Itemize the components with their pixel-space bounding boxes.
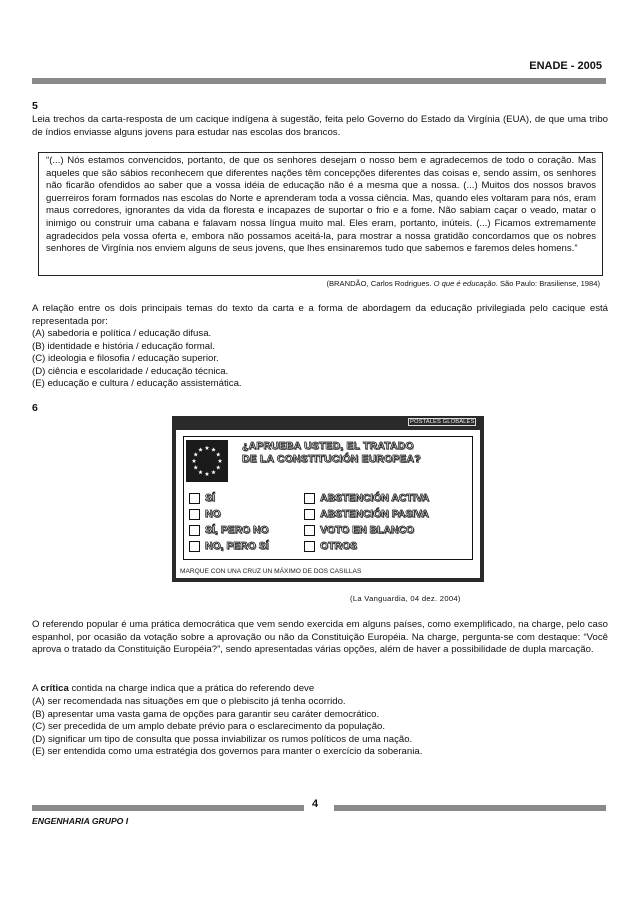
ballot-option-no[interactable]: NO	[189, 508, 221, 521]
option-a[interactable]: (A) sabedoria e política / educação difusa.	[32, 328, 212, 339]
flag-star	[198, 470, 203, 474]
quote-text: “(...) Nós estamos convencidos, portanto, de que os senhores desejam o nosso bem e agradecemos de todo o coração. Mas aqueles que são sábios reconhecem que diferentes nações têm concepções diferentes das coisas e, sendo assim, os senhores não ficarão ofendidos ao saber que a vossa idéia de educação não é a mesma que a nossa. (...) Muitos dos nossos bravos guerreiros foram formados nas escolas do Norte e aprenderam toda a vossa ciência. Mas, quando eles voltaram para nós, eram maus corredores, ignorantes da vida da floresta e incapazes de suportar o frio e a fome. Não sabiam caçar o veado, matar o inimigo ou construir uma cabana e falavam nossa língua muito mal. Eles eram, portanto, inúteis. (...) Ficamos extremamente agradecidos pela vossa oferta e, embora não possamos aceitá-la, para mostrar a nossa gratidão concordamos que os nobres senhores de Virgínia nos enviem alguns de seus jovens, que lhes ensinaremos tudo que sabemos e faremos deles homens.”	[46, 155, 596, 255]
checkbox-icon[interactable]	[304, 509, 315, 520]
option-c[interactable]: (C) ser precedida de um amplo debate prévio para o esclarecimento da população.	[32, 721, 386, 733]
option-e[interactable]: (E) ser entendida como uma estratégia dos governos para manter o exercício da soberania.	[32, 746, 423, 758]
exam-header-title: ENADE - 2005	[529, 60, 602, 72]
checkbox-icon[interactable]	[189, 541, 200, 552]
question-6-prompt: A crítica contida na charge indica que a prática do referendo deve	[32, 683, 315, 694]
flag-star	[211, 447, 216, 451]
footer-divider-right	[334, 805, 606, 811]
question-6-options	[32, 696, 608, 759]
option-a[interactable]: (A) ser recomendada nas situações em que o plebiscito já tenha ocorrido.	[32, 696, 346, 707]
option-c[interactable]: (C) ideologia e filosofia / educação superior.	[32, 353, 219, 365]
ballot-title-line2: DE LA CONSTITUCIÓN EUROPEA?	[242, 454, 421, 465]
ballot-title-line1: ¿APRUEBA USTED, EL TRATADO	[242, 441, 414, 452]
flag-star	[216, 465, 221, 469]
flag-star	[211, 470, 216, 474]
flag-star	[216, 452, 221, 456]
checkbox-icon[interactable]	[189, 509, 200, 520]
option-b[interactable]: (B) identidade e história / educação formal.	[32, 340, 215, 352]
ballot-option-no-pero-si[interactable]: NO, PERO SÍ	[189, 540, 269, 553]
checkbox-icon[interactable]	[189, 493, 200, 504]
cartoon-source: (La Vanguardia, 04 dez. 2004)	[350, 594, 461, 603]
ballot-option-si[interactable]: SÍ	[189, 492, 215, 505]
ballot-option-otros[interactable]: OTROS	[304, 540, 357, 553]
checkbox-icon[interactable]	[189, 525, 200, 536]
checkbox-icon[interactable]	[304, 525, 315, 536]
page-number: 4	[312, 798, 319, 810]
ballot-option-si-pero-no[interactable]: SÍ, PERO NO	[189, 524, 269, 537]
flag-star	[198, 447, 203, 451]
option-e[interactable]: (E) educação e cultura / educação assistemática.	[32, 378, 242, 390]
cartoon-brand: POSTALES GLOBALES	[410, 419, 475, 425]
flag-star	[192, 459, 197, 463]
question-6-text: O referendo popular é uma prática democrática que vem sendo exercida em alguns países, como exemplificado, na charge, pelo caso espanhol, por ocasião da votação sobre a aprovação ou não da Constituição Européia. Na charge, pergunta-se com destaque: “Você aprova o tratado da Constituição Européia?”, sendo apresentadas várias opções, além de haver a possibilidade de dupla marcação.	[32, 619, 608, 656]
footer-label: ENGENHARIA GRUPO I	[32, 816, 129, 826]
option-d[interactable]: (D) ciência e escolaridade / educação técnica.	[32, 365, 229, 377]
ballot-option-abstencion-pasiva[interactable]: ABSTENCIÓN PASIVA	[304, 508, 429, 521]
question-5-intro: Leia trechos da carta-resposta de um cacique indígena à sugestão, feita pelo Governo do Estado da Virgínia (EUA), de que uma tribo de índios enviasse alguns jovens para estudar nas escolas dos brancos.	[32, 114, 608, 138]
checkbox-icon[interactable]	[304, 493, 315, 504]
flag-star	[193, 452, 198, 456]
option-b[interactable]: (B) apresentar uma vasta gama de opções para garantir seu caráter democrático.	[32, 708, 380, 720]
checkbox-icon[interactable]	[304, 541, 315, 552]
question-5-number: 5	[32, 100, 38, 112]
flag-star	[218, 459, 223, 463]
footer-divider-left	[32, 805, 304, 811]
option-d[interactable]: (D) significar um tipo de consulta que possa inviabilizar os rumos políticos de uma nação.	[32, 733, 413, 745]
question-5-prompt: A relação entre os dois principais temas do texto da carta e a forma de abordagem da educação privilegiada pelo cacique está representada por:	[32, 303, 608, 327]
flag-star	[205, 446, 210, 450]
eu-flag-icon	[186, 440, 228, 482]
ballot-instructions: MARQUE CON UNA CRUZ UN MÁXIMO DE DOS CASILLAS	[180, 568, 362, 575]
question-5-options	[32, 328, 608, 391]
ballot-option-abstencion-activa[interactable]: ABSTENCIÓN ACTIVA	[304, 492, 429, 505]
ballot-option-voto-en-blanco[interactable]: VOTO EN BLANCO	[304, 524, 414, 537]
header-divider	[32, 78, 606, 84]
question-6-number: 6	[32, 402, 38, 414]
flag-star	[193, 465, 198, 469]
flag-star	[205, 472, 210, 476]
quote-citation: (BRANDÃO, Carlos Rodrigues. O que é educação. São Paulo: Brasiliense, 1984)	[326, 279, 600, 288]
